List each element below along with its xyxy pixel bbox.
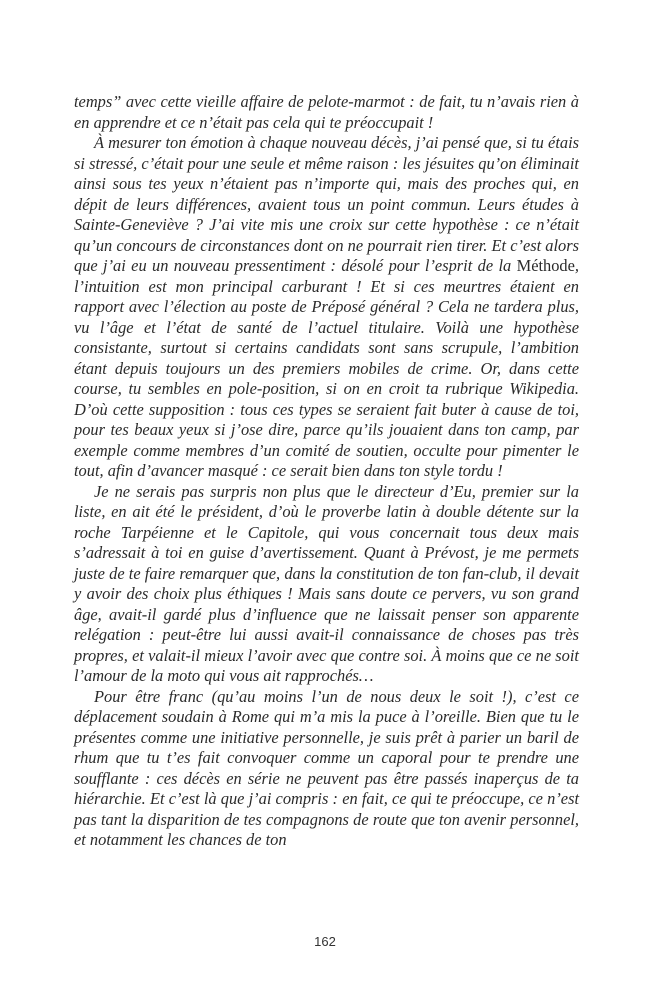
paragraph-3: Je ne serais pas surpris non plus que le directeur d’Eu, premier sur la liste, en ait été le président, d’où le proverbe latin à double détente sur la roche Tarpéienne et le Capitole, qui vous concernait tous deux mais s’adressait à toi en guise d’avertissement. Quant à Prévost, je me permets juste de te faire remarquer que, dans la constitution de ton fan-club, il devait y avoir des choix plus éthiques ! Mais sans doute ce pervers, vu son grand âge, avait-il gardé plus d’influence que ne laissait penser son apparente relégation : peut-être lui aussi avait-il connaissance de choses pas très propres, et valait-il mieux l’avoir avec que contre soi. À moins que ce ne soit l’amour de la moto qui vous ait rapprochés… xyxy=(74,481,579,685)
page-body xyxy=(74,92,579,851)
paragraph-4: Pour être franc (qu’au moins l’un de nous deux le soit !), c’est ce déplacement soudain à Rome qui m’a mis la puce à l’oreille. Bien que tu le présentes comme une initiative personnelle, je suis prêt à parier un baril de rhum que tu t’es fait convoquer comme un caporal pour te prendre une soufflante : ces décès en série ne peuvent pas être passés inaperçus de ta hiérarchie. Et c’est là que j’ai compris : en fait, ce qui te préoccupe, ce n’est pas tant la disparition de tes compagnons de route que ton avenir personnel, et notamment les chances de ton xyxy=(74,686,579,849)
paragraph-2-upright-word: Méthode xyxy=(516,256,575,275)
paragraph-2-text-after: , l’intuition est mon principal carburant ! Et si ces meurtres étaient en rapport avec l’élection au poste de Préposé général ? Cela ne tardera plus, vu l’âge et l’état de santé de l’actuel titulaire. Voilà une hypothèse consistante, surtout si certains candidats sont sans scrupule, l’ambition étant depuis toujours un des premiers mobiles de crime. Or, dans cette course, tu sembles en pole-position, si on en croit ta rubrique Wikipedia. D’où cette supposition : tous ces types se seraient fait buter à cause de toi, pour tes beaux yeux si j’ose dire, parce qu’ils jouaient dans ton camp, par exemple comme membres d’un comité de soutien, occulte pour pimenter le tout, afin d’avancer masqué : ce serait bien dans ton style tordu ! xyxy=(74,256,579,480)
paragraph-1: temps” avec cette vieille affaire de pelote-marmot : de fait, tu n’avais rien à en apprendre et ce n’était pas cela qui te préoccupait ! xyxy=(74,92,579,132)
page-number: 162 xyxy=(314,934,336,949)
paragraph-2-text-before: À mesurer ton émotion à chaque nouveau décès, j’ai pensé que, si tu étais si stressé, c’était pour une seule et même raison : les jésuites qu’on éliminait ainsi sous tes yeux n’étaient pas n’importe qui, mais des proches qui, en dépit de leurs différences, avaient tous un point commun. Leurs études à Sainte-Geneviève ? J’ai vite mis une croix sur cette hypothèse : ce n’était qu’un concours de circonstances dont on ne pourrait rien tirer. Et c’est alors que j’ai eu un nouveau pressentiment : désolé pour l’esprit de la xyxy=(74,133,579,275)
paragraph-2 xyxy=(74,133,579,482)
